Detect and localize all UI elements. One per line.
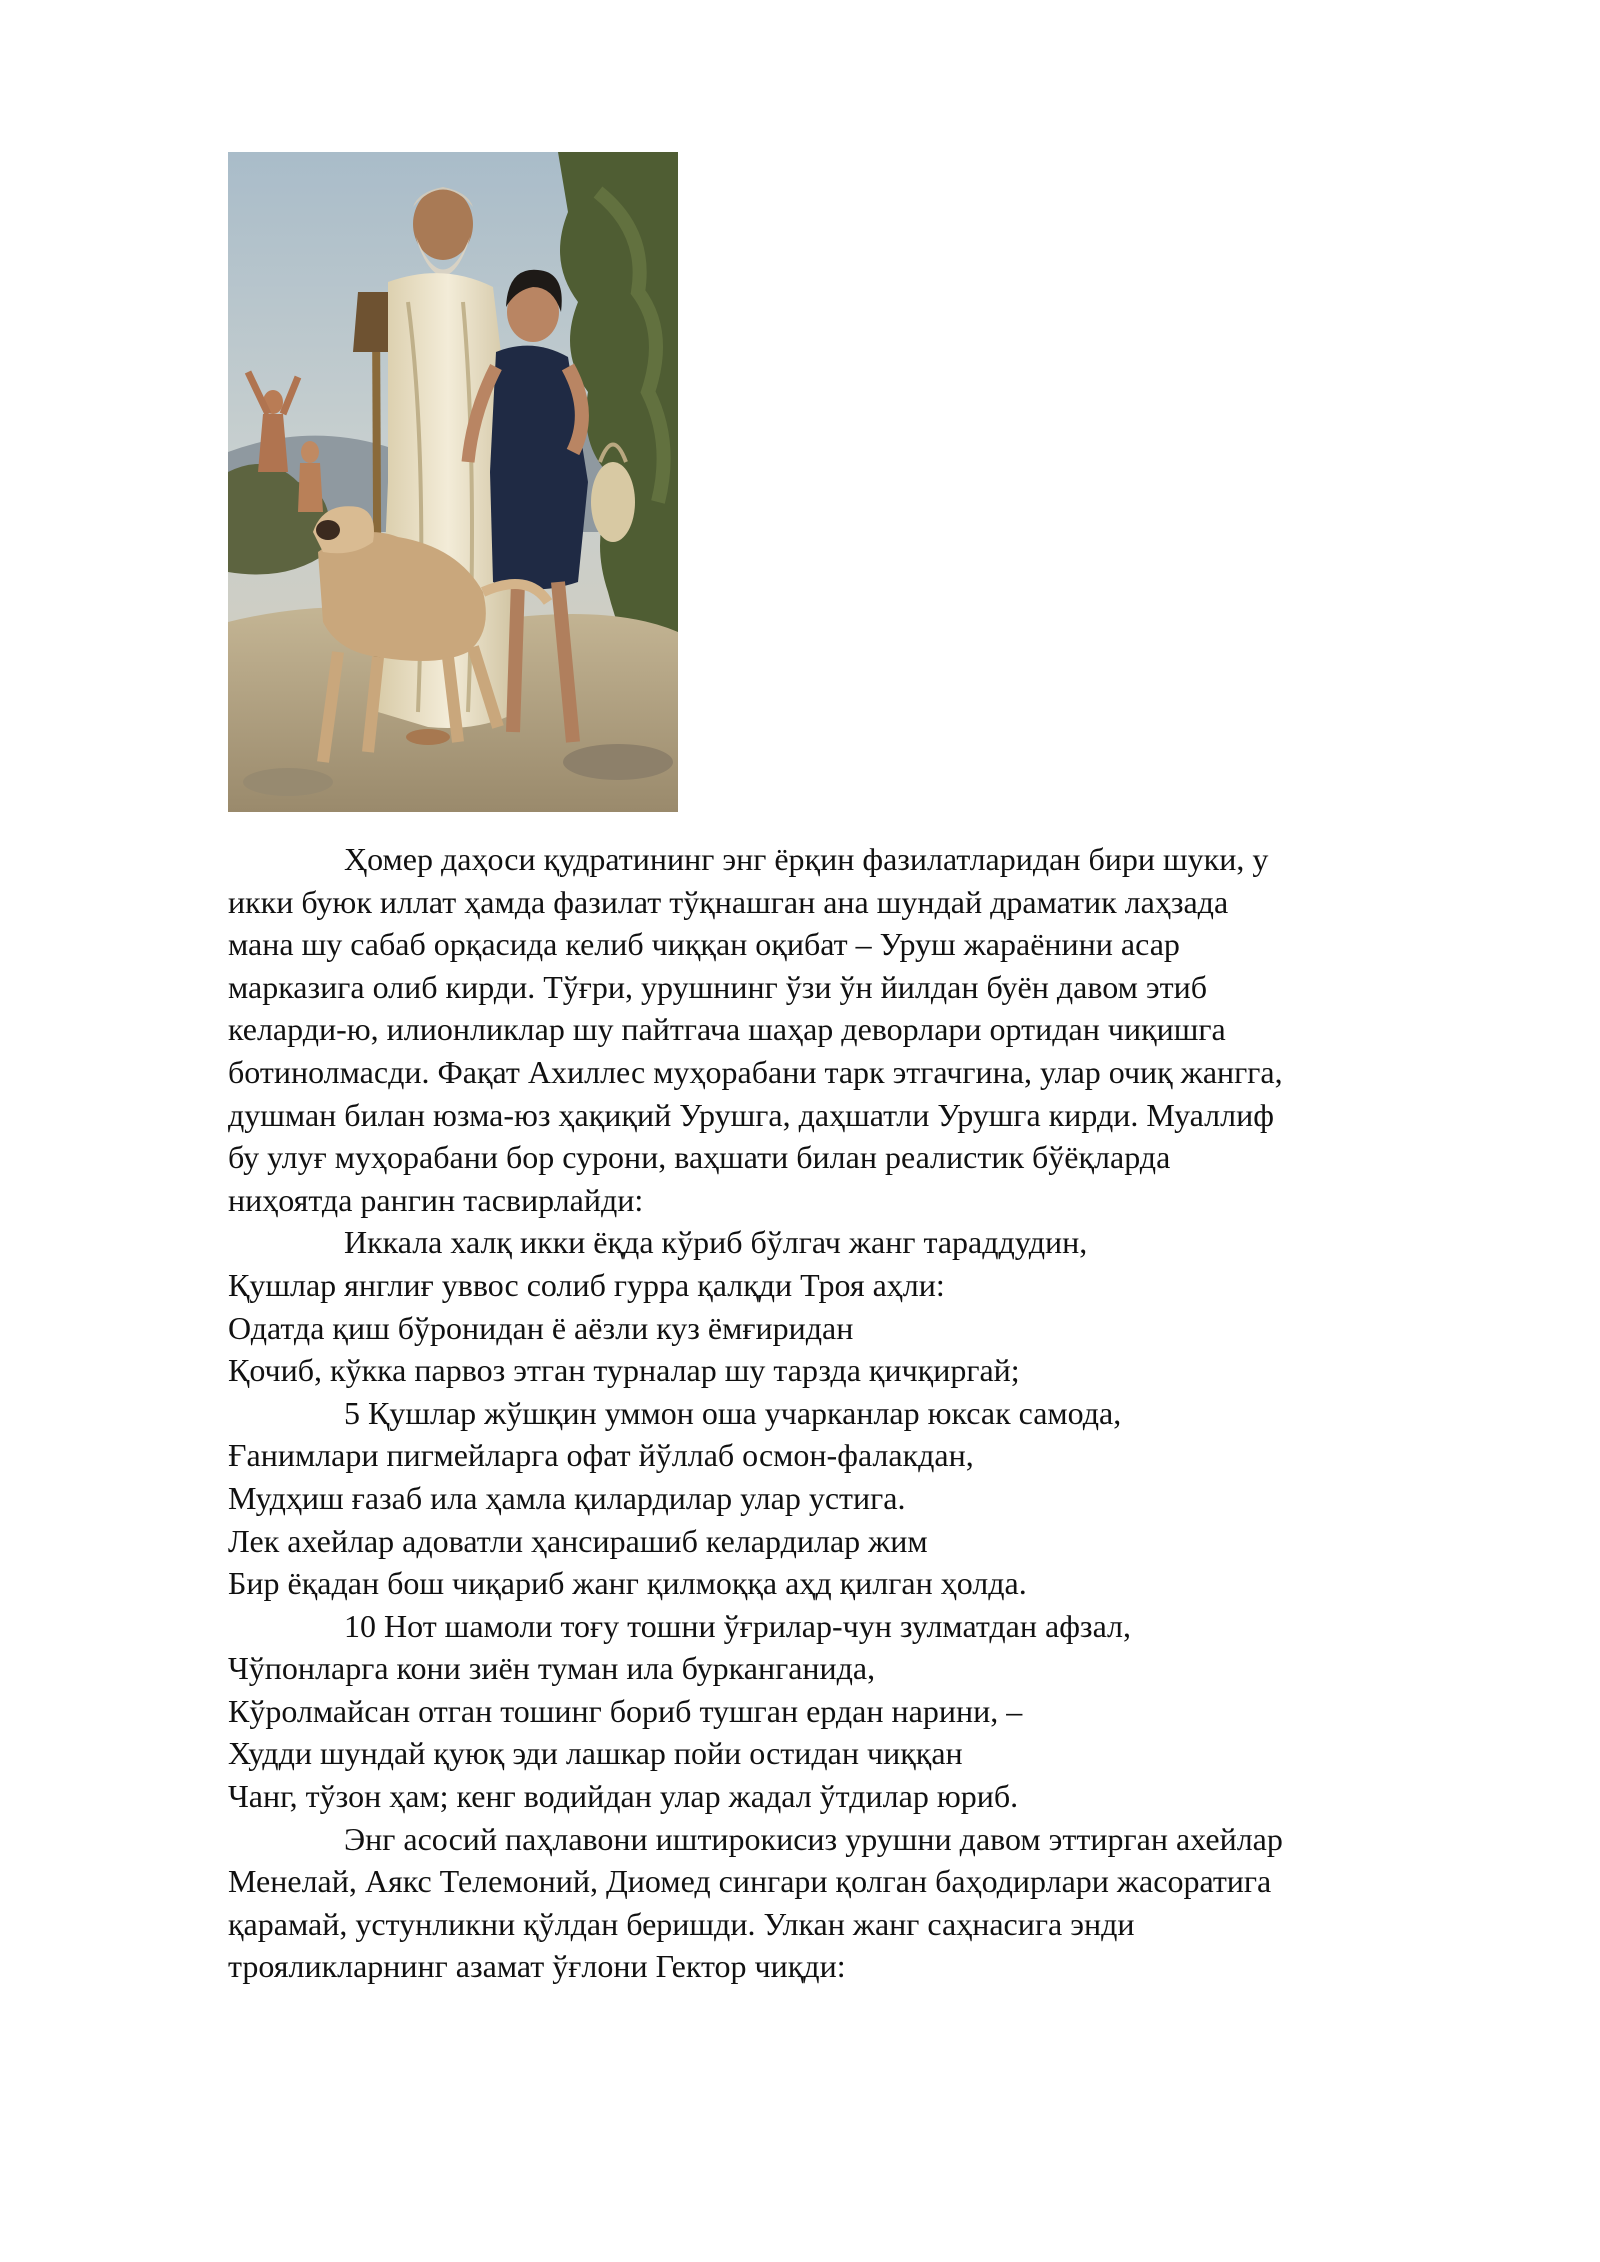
- verse-line: Худди шундай қуюқ эди лашкар пойи остидан чиққан: [228, 1735, 963, 1772]
- text-line: Менелай, Аякс Телемоний, Диомед сингари қолган баҳодирлари жасоратига: [228, 1863, 1272, 1900]
- verse-line: Бир ёқадан бош чиқариб жанг қилмоққа аҳд қилган ҳолда.: [228, 1565, 1027, 1602]
- painting-image: [228, 152, 678, 812]
- painting-svg: [228, 152, 678, 812]
- text-line: ботинолмасди. Фақат Ахиллес муҳорабани тарк этгачгина, улар очиқ жангга,: [228, 1053, 1283, 1090]
- text-line: Ҳомер даҳоси қудратининг энг ёрқин фазилатларидан бири шуки, у: [344, 841, 1269, 877]
- verse-line: Мудҳиш ғазаб ила ҳамла қилардилар улар устига.: [228, 1479, 906, 1516]
- intro-paragraph: [228, 838, 1478, 881]
- verse-line: 10 Нот шамоли тоғу тошни ўғрилар-чун зулматдан афзал,: [344, 1607, 1132, 1644]
- text-line: ниҳоятда рангин тасвирлайди:: [228, 1181, 644, 1218]
- text-line: икки буюк иллат ҳамда фазилат тўқнашган ана шундай драматик лаҳзада: [228, 883, 1229, 920]
- text-line: бу улуғ муҳорабани бор сурони, ваҳшати билан реалистик бўёқларда: [228, 1139, 1171, 1176]
- verse-line: Лек ахейлар адоватли ҳансирашиб келардилар жим: [228, 1522, 928, 1559]
- text-line: трояликларнинг азамат ўғлони Гектор чиқди:: [228, 1948, 846, 1985]
- text-line: марказига олиб кирди. Тўғри, урушнинг ўзи ўн йилдан буён давом этиб: [228, 968, 1207, 1005]
- verse-line: Чўпонларга кони зиён туман ила бурканганида,: [228, 1650, 876, 1687]
- verse-line: Қочиб, кўкка парвоз этган турналар шу тарзда қичқиргай;: [228, 1352, 1020, 1389]
- verse-line: Кўролмайсан отган тошинг бориб тушган ердан нарини, –: [228, 1692, 1023, 1729]
- text-line: Энг асосий паҳлавони иштирокисиз урушни давом эттирган ахейлар: [344, 1820, 1283, 1857]
- verse-line: Чанг, тўзон ҳам; кенг водийдан улар жадал ўтдилар юриб.: [228, 1778, 1019, 1815]
- verse-line: Қушлар янглиғ уввос солиб гурра қалқди Троя аҳли:: [228, 1266, 945, 1303]
- text-line: мана шу сабаб орқасида келиб чиққан оқибат – Уруш жараёнини асар: [228, 926, 1180, 963]
- text-line: душман билан юзма-юз ҳақиқий Урушга, даҳшатли Урушга кирди. Муаллиф: [228, 1096, 1274, 1133]
- verse-line: Иккала халқ икки ёқда кўриб бўлгач жанг тараддудин,: [344, 1224, 1088, 1261]
- text-line: қарамай, устунликни қўлдан беришди. Улкан жанг саҳнасига энди: [228, 1905, 1135, 1942]
- text-line: келарди-ю, илионликлар шу пайтгача шаҳар деворлари ортидан чиқишга: [228, 1011, 1226, 1048]
- verse-line: Одатда қиш бўронидан ё аёзли куз ёмғиридан: [228, 1309, 854, 1346]
- article-text: [228, 838, 1478, 1988]
- verse-line: Ғанимлари пигмейларга офат йўллаб осмон-фалакдан,: [228, 1437, 974, 1474]
- verse-line: 5 Қушлар жўшқин уммон оша учарканлар юксак самода,: [344, 1394, 1122, 1431]
